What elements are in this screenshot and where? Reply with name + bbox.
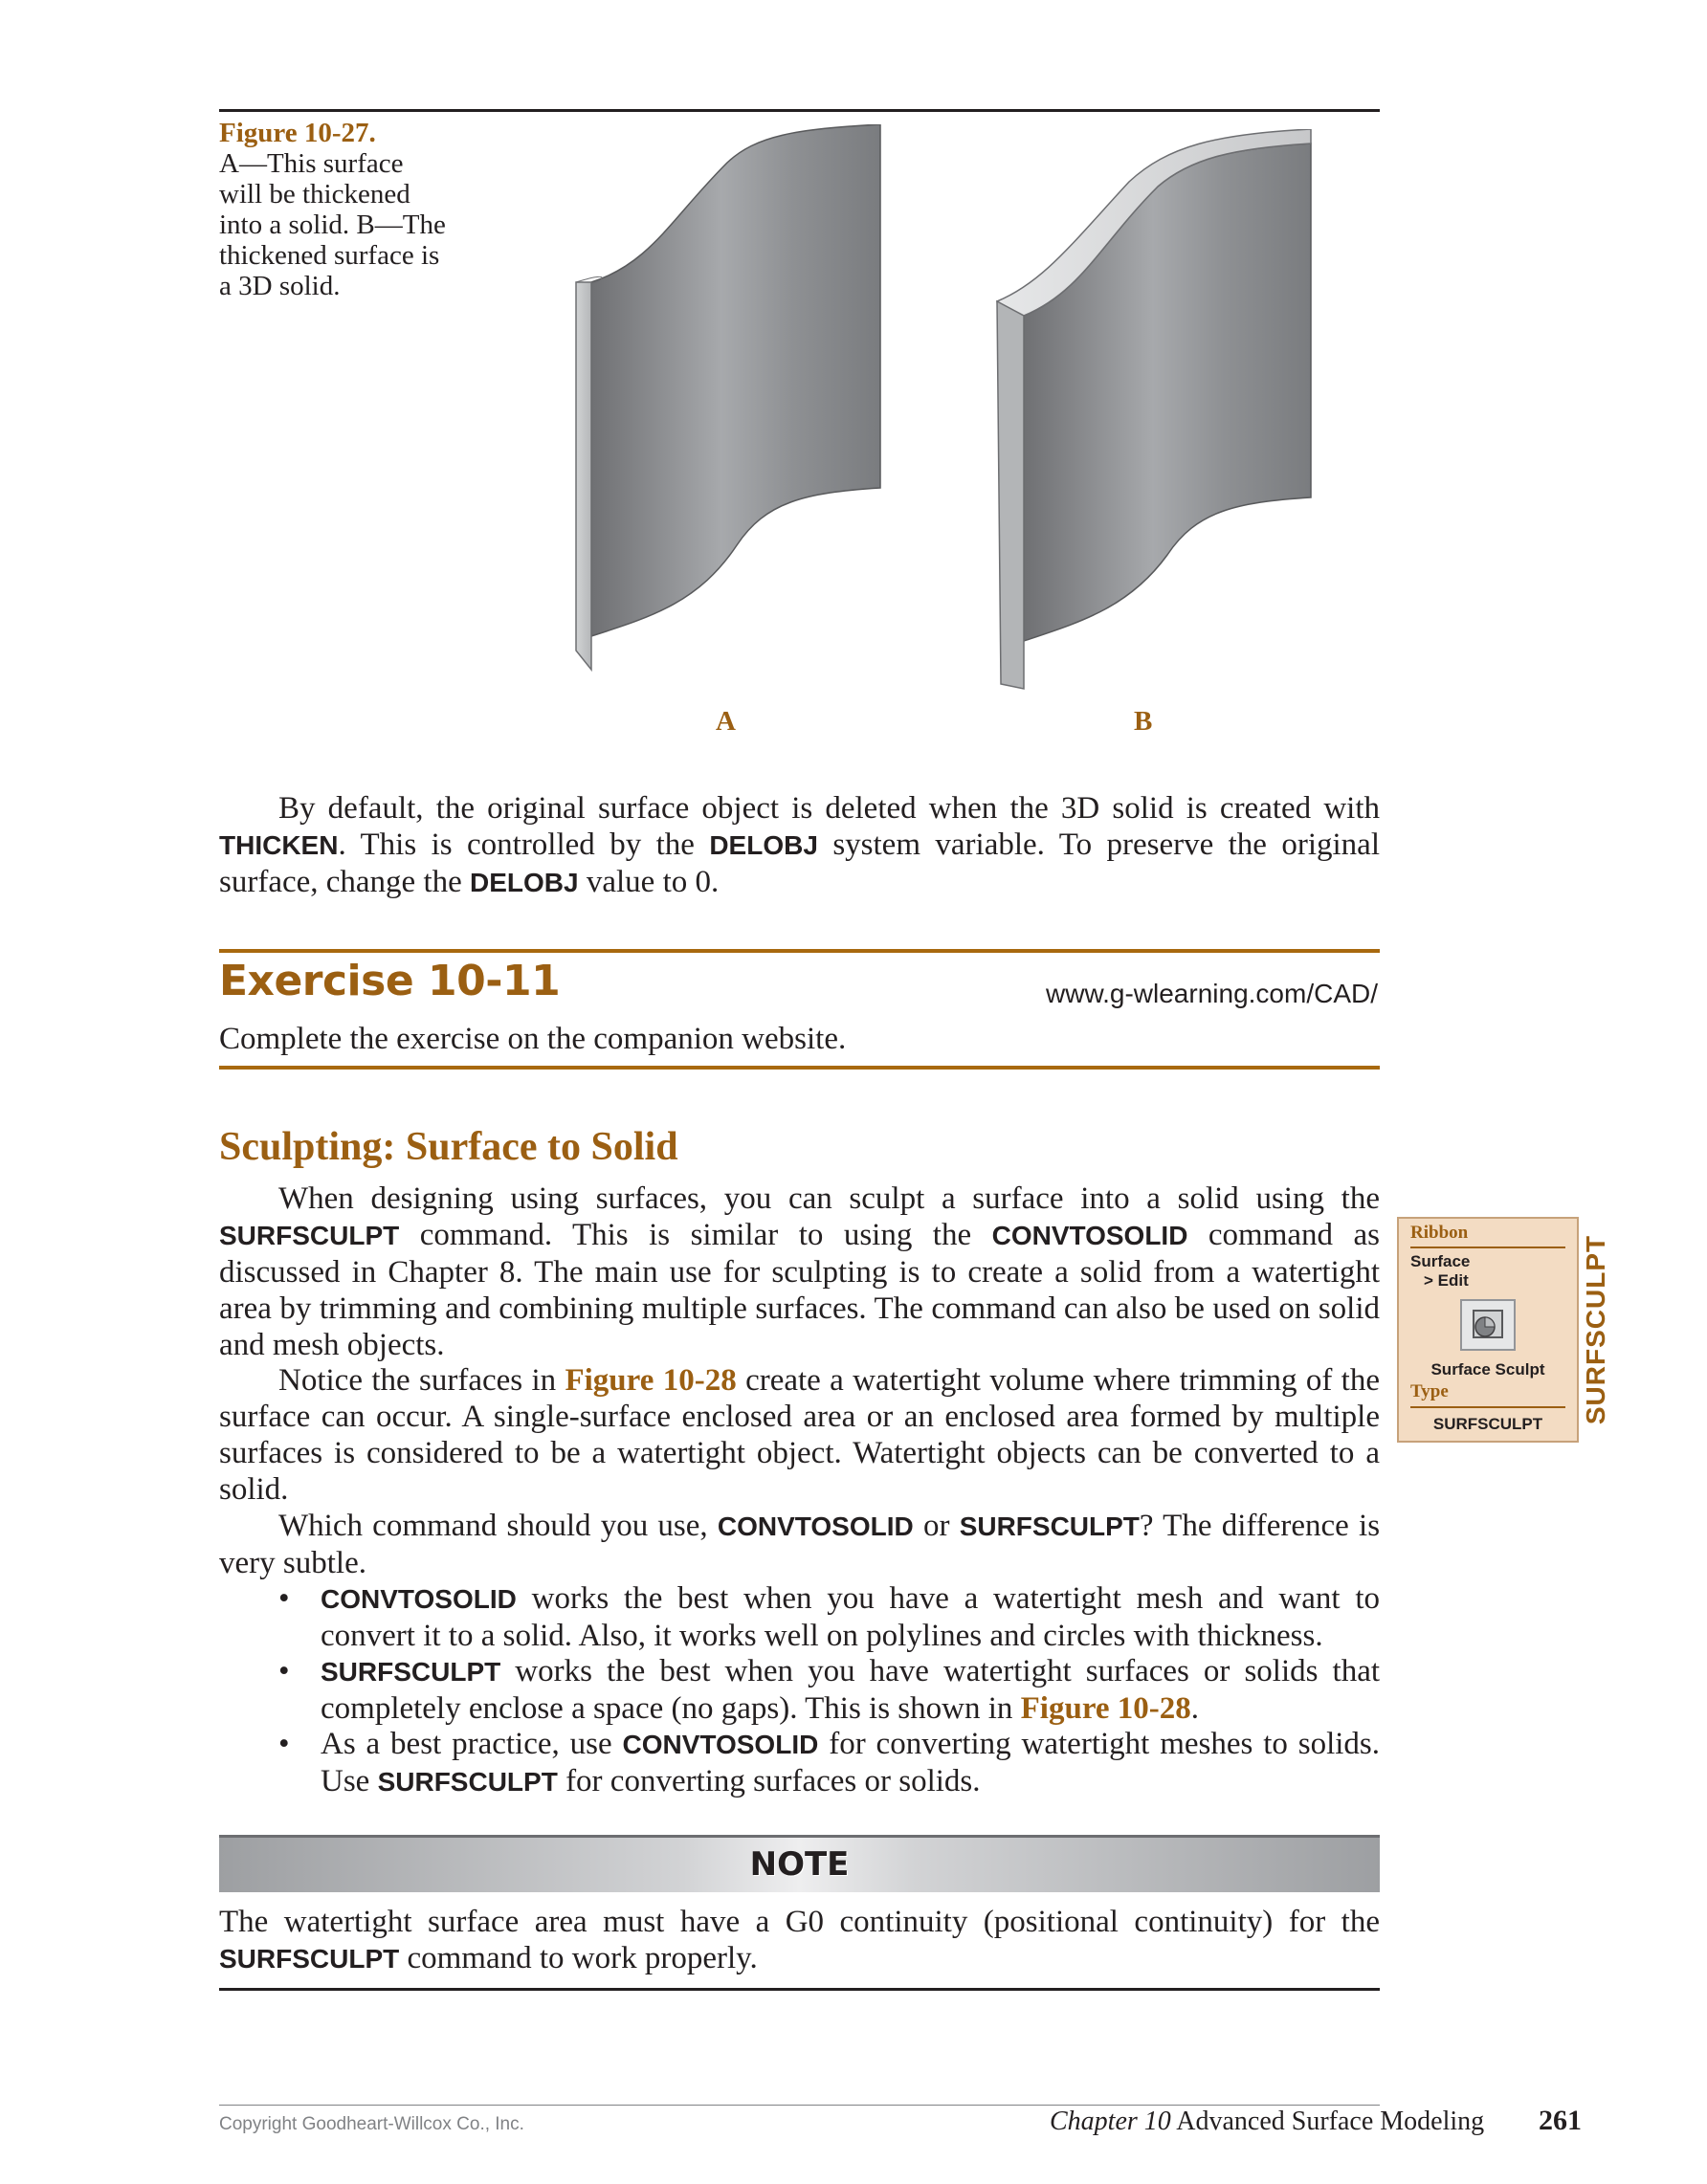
exercise-url-link[interactable]: www.g-wlearning.com/CAD/ [1046,979,1378,1008]
bullet-item [321,1580,1380,1654]
text: or [922,1509,950,1543]
text: . [1190,1691,1200,1726]
command-surfsculpt: SURFSCULPT [959,1511,1140,1541]
command-surfsculpt: SURFSCULPT [377,1767,558,1797]
type-command: SURFSCULPT [1432,1415,1543,1433]
command-delobj: DELOBJ [709,830,818,860]
paragraph-sculpt-intro [219,1180,1380,1363]
command-convtosolid: CONVTOSOLID [991,1221,1188,1250]
type-label: Type [1410,1381,1449,1401]
command-thicken: THICKEN [219,830,339,860]
page-number: 261 [1539,2105,1582,2136]
figure-label-a: A [716,706,736,737]
exercise-title: Exercise 10-11 [219,957,561,1005]
text: ? The difference is very subtle. [219,1509,1381,1580]
text: works the best when you have watertight surfaces or solids that completely enclose a space (no gaps). This is shown in [321,1654,1381,1726]
text: By default, the original surface object is deleted when the 3D solid is created with [278,791,1380,826]
command-surfsculpt: SURFSCULPT [219,1221,400,1250]
bullet-dot: • [278,1727,290,1761]
note-text [219,1904,1380,1977]
section-heading: Sculpting: Surface to Solid [219,1125,678,1169]
text: for converting surfaces or solids. [565,1764,981,1798]
text: Which command should you use, [278,1509,708,1543]
figure-caption [219,118,477,301]
command-convtosolid: CONVTOSOLID [622,1730,819,1759]
side-tab-label: SURFSCULPT [1581,1234,1610,1425]
ribbon-divider [1410,1406,1565,1408]
chapter-number: Chapter 10 [1050,2107,1171,2136]
bullet-item [321,1653,1380,1727]
caption-line: thickened surface is [219,240,440,271]
text: value to 0. [586,865,720,899]
bullet-item [321,1726,1380,1800]
text: When designing using surfaces, you can sculpt a surface into a solid using the [278,1181,1380,1216]
figure-number: Figure 10-27. [219,118,376,148]
exercise-top-rule [219,949,1380,953]
text: command as discussed in Chapter 8. The main use for sculpting is to create a solid from a watertight area by trimming and combining multiple surfaces. The command can also be used on solid and mesh objects. [219,1218,1380,1362]
figure-b-solid-image [986,129,1316,703]
ribbon-access-box [1397,1217,1579,1443]
paragraph-which-command [219,1508,1380,1581]
caption-line: A—This surface [219,148,404,179]
command-convtosolid: CONVTOSOLID [717,1511,914,1541]
paragraph-watertight [219,1362,1380,1508]
ribbon-path-panel: > Edit [1424,1271,1469,1290]
command-delobj: DELOBJ [470,868,579,897]
text: works the best when you have a watertight mesh and want to convert it to a solid. Also, it works well on polylines and circles with thickness. [321,1581,1380,1653]
caption-line: will be thickened [219,179,410,210]
text: As a best practice, use [321,1727,612,1761]
bullet-dot: • [278,1581,290,1616]
text: for converting watertight meshes to solids. Use [321,1727,1381,1798]
note-bottom-rule [219,1988,1380,1991]
figure-reference-link[interactable]: Figure 10-28 [565,1363,737,1398]
surface-sculpt-icon[interactable] [1460,1299,1516,1351]
footer-chapter [1050,2107,1484,2137]
text: command to work properly. [407,1941,758,1975]
text: system variable. To preserve the original surface, change the [219,827,1380,899]
ribbon-button-label: Surface Sculpt [1430,1360,1545,1379]
note-title: NOTE [749,1845,850,1884]
exercise-bottom-rule [219,1066,1380,1070]
note-header [219,1835,1380,1892]
text: Notice the surfaces in [278,1363,557,1398]
footer-copyright: Copyright Goodheart-Willcox Co., Inc. [219,2114,524,2134]
top-rule [219,109,1380,112]
text: command. This is similar to using the [419,1218,972,1252]
command-surfsculpt: SURFSCULPT [321,1657,501,1687]
surface-sculpt-icon-graphic [1462,1301,1514,1349]
caption-line: a 3D solid. [219,271,341,301]
footer-rule [219,2105,1380,2106]
text: . This is controlled by the [338,827,695,862]
side-tab-command [1577,1217,1615,1443]
ribbon-divider [1410,1246,1565,1248]
text: create a watertight volume where trimming of the surface can occur. A single-surface enclosed area or an enclosed area formed by multiple surfaces is considered to be a watertight object. Watertight objects can be converted to a solid. [219,1363,1380,1507]
bullet-dot: • [278,1654,290,1688]
figure-label-b: B [1134,706,1153,737]
text: The watertight surface area must have a G0 continuity (positional continuity) for the [219,1905,1380,1939]
command-convtosolid: CONVTOSOLID [321,1584,517,1614]
command-surfsculpt: SURFSCULPT [219,1944,400,1974]
exercise-description: Complete the exercise on the companion website. [219,1022,847,1056]
ribbon-label: Ribbon [1410,1223,1469,1243]
figure-reference-link[interactable]: Figure 10-28 [1020,1691,1191,1726]
chapter-title: Advanced Surface Modeling [1176,2107,1485,2136]
ribbon-path-tab: Surface [1410,1252,1471,1270]
paragraph-thicken [219,790,1380,901]
caption-line: into a solid. B—The [219,210,446,240]
figure-a-surface-image [565,124,890,698]
